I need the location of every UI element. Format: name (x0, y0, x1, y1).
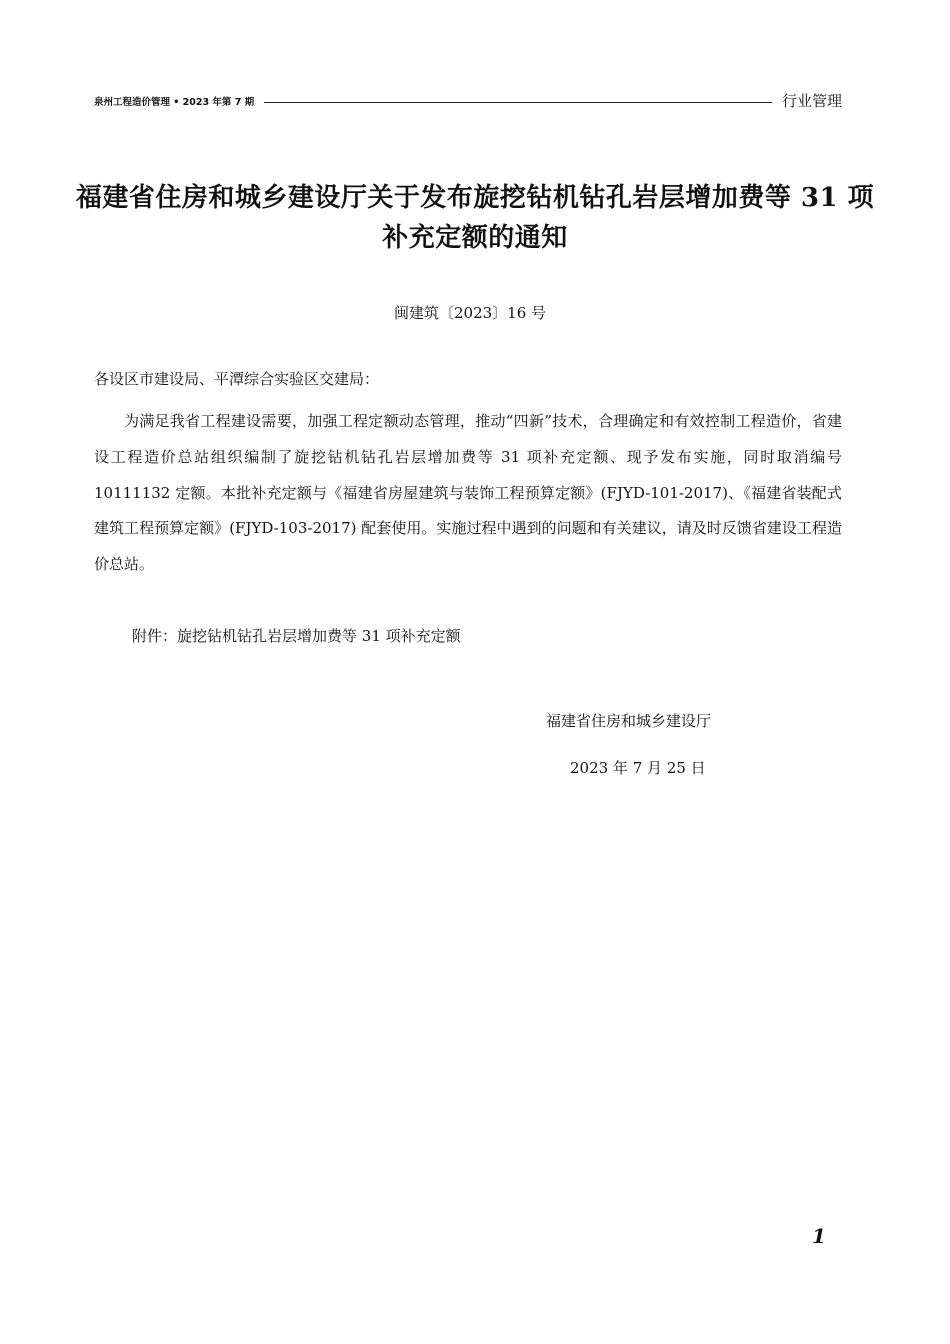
attachment-line: 附件：旋挖钻机钻孔岩层增加费等 31 项补充定额 (132, 627, 461, 645)
document-title: 福建省住房和城乡建设厅关于发布旋挖钻机钻孔岩层增加费等 31 项补充定额的通知 (75, 183, 875, 253)
salutation: 各设区市建设局、平潭综合实验区交建局： (94, 370, 380, 388)
issuer-signature: 福建省住房和城乡建设厅 (546, 712, 712, 730)
document-number: 闽建筑〔2023〕16 号 (393, 304, 547, 322)
section-label: 行业管理 (781, 92, 842, 110)
issue-date: 2023 年 7 月 25 日 (570, 759, 706, 777)
running-header (94, 88, 842, 110)
publication-label: 泉州工程造价管理 • 2023 年第 7 期 (94, 96, 255, 108)
page-number: 1 (812, 1224, 826, 1248)
header-rule (264, 102, 772, 103)
body-paragraph: 为满足我省工程建设需要，加强工程定额动态管理，推动“四新”技术，合理确定和有效控制工程造价，省建设工程造价总站组织编制了旋挖钻机钻孔岩层增加费等 31 项补充定额、现予发布实施，同时取消编号 10111132 定额。本批补充定额与《福建省房屋建筑与装饰工程预算定额》(FJYD-101-2017)、《福建省装配式建筑工程预算定额》(FJYD-103-2017) 配套使用。实施过程中遇到的问题和有关建议，请及时反馈省建设工程造价总站。 (94, 412, 842, 574)
